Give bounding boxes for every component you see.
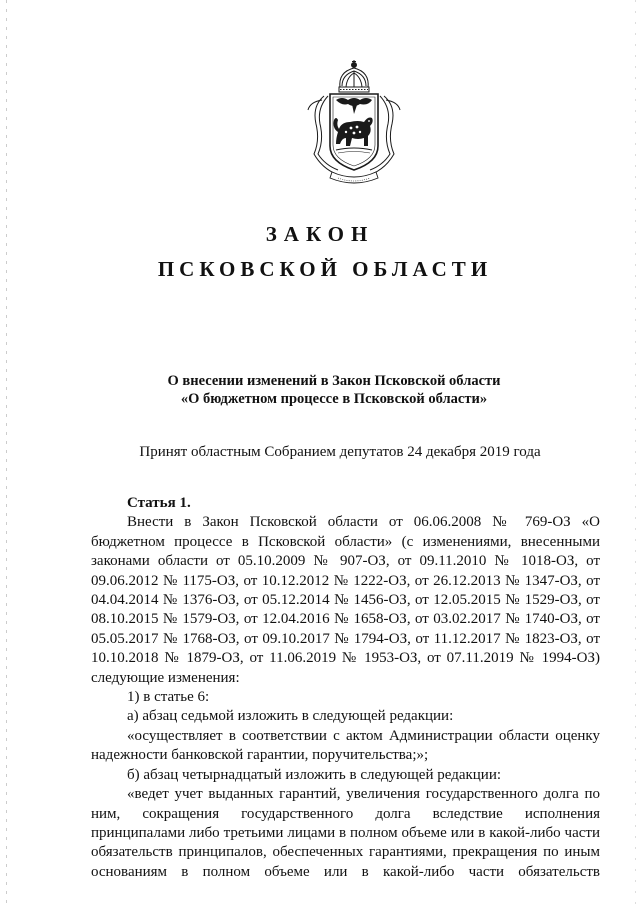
document-region: ПСКОВСКОЙ ОБЛАСТИ <box>157 257 493 281</box>
body-paragraph: б) абзац четырнадцатый изложить в следующей редакции: <box>127 766 502 783</box>
document-subject <box>0 372 640 408</box>
body-paragraph: 1) в статье 6: <box>127 689 210 706</box>
motto-banner <box>330 172 378 183</box>
document-title: ЗАКОН <box>265 222 375 246</box>
subject-line-2: «О бюджетном процессе в Псковской области» <box>180 391 488 407</box>
body-paragraph: Внести в Закон Псковской области от 06.06.2008 № 769-ОЗ «О бюджетном процессе в Псковской области» (с изменениями, внесенными законами области от 05.10.2009 № 907-ОЗ, от 09.11.2010 № 1018-ОЗ, от 09.06.2012 № 1175-ОЗ, от 10.12.2012 № 1222-ОЗ, от 26.12.2013 № 1347-ОЗ, от 04.04.2014 № 1376-ОЗ, от 05.12.2014 № 1456-ОЗ, от 12.05.2015 № 1529-ОЗ, от 08.10.2015 № 1579-ОЗ, от 12.04.2016 № 1658-ОЗ, от 03.02.2017 № 1740-ОЗ, от 05.05.2017 № 1768-ОЗ, от 09.10.2017 № 1794-ОЗ, от 11.12.2017 № 1823-ОЗ, от 10.10.2018 № 1879-ОЗ, от 11.06.2019 № 1953-ОЗ, от 07.11.2019 № 1994-ОЗ) следующие изменения: <box>91 514 600 686</box>
subject-line-1: О внесении изменений в Закон Псковской области <box>167 373 501 389</box>
crown-icon <box>339 60 369 92</box>
body-paragraph: «ведет учет выданных гарантий, увеличения государственного долга по ним, сокращения государственного долга вследствие исполнения принципалами либо третьими лицами в полном объеме или в какой-либо части обязательств принципалов, обеспеченных гарантиями, прекращения по иным основаниям в полном объеме или в какой-либо части обязательств <box>91 786 600 880</box>
coat-of-arms-emblem <box>302 58 406 188</box>
body-paragraph: а) абзац седьмой изложить в следующей редакции: <box>127 708 454 725</box>
adoption-note: Принят областным Собранием депутатов 24 декабря 2019 года <box>139 444 541 460</box>
document-body <box>91 494 600 882</box>
article-heading: Статья 1. <box>127 495 191 511</box>
body-paragraph: «осуществляет в соответствии с актом Администрации области оценку надежности банковской гарантии, поручительства;»; <box>91 727 600 764</box>
